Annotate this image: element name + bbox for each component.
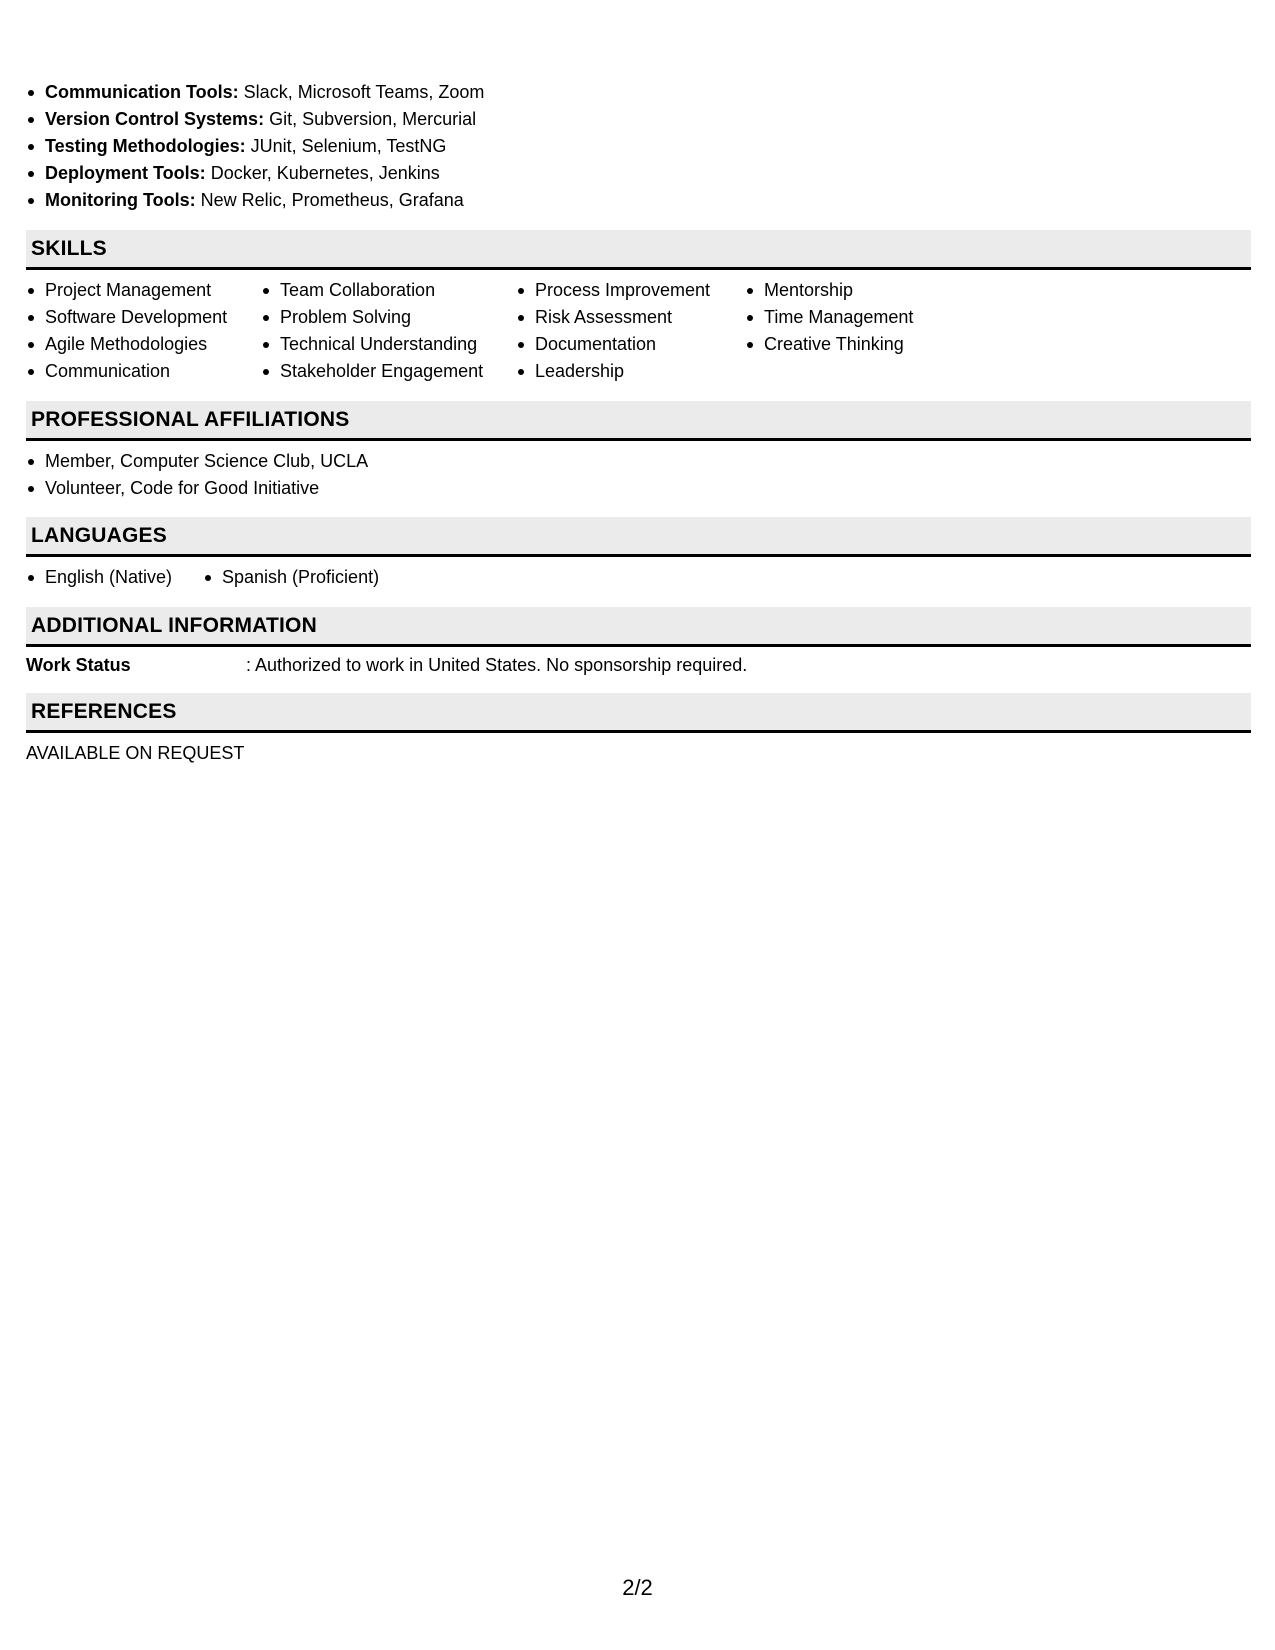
bullet-icon	[263, 342, 269, 348]
skills-column	[516, 277, 710, 385]
skill-label: Problem Solving	[280, 307, 412, 327]
skill-label: Communication	[45, 361, 171, 381]
bullet-icon	[747, 288, 753, 294]
skills-column	[745, 277, 913, 358]
skills-column	[261, 277, 483, 385]
list-item	[261, 304, 483, 331]
tool-values: Git, Subversion, Mercurial	[264, 109, 477, 129]
list-item	[26, 160, 1246, 187]
skill-label: Leadership	[535, 361, 625, 381]
bullet-icon	[263, 288, 269, 294]
list-item	[745, 277, 913, 304]
list-item	[516, 304, 710, 331]
skill-label: Agile Methodologies	[45, 334, 208, 354]
bullet-icon	[28, 486, 34, 492]
list-item	[261, 277, 483, 304]
skills-column	[26, 277, 227, 385]
bullet-icon	[28, 90, 34, 96]
bullet-icon	[28, 342, 34, 348]
bullet-icon	[518, 369, 524, 375]
tool-category: Communication Tools:	[45, 82, 239, 102]
list-item	[26, 277, 227, 304]
list-item	[26, 475, 368, 502]
tool-category: Monitoring Tools:	[45, 190, 196, 210]
bullet-icon	[28, 315, 34, 321]
bullet-icon	[263, 315, 269, 321]
list-item	[516, 277, 710, 304]
list-item	[26, 79, 1246, 106]
bullet-icon	[747, 342, 753, 348]
skill-label: Technical Understanding	[280, 334, 478, 354]
affiliations-list	[26, 448, 368, 502]
list-item	[203, 564, 379, 591]
list-item	[26, 564, 172, 591]
list-item	[516, 358, 710, 385]
bullet-icon	[28, 117, 34, 123]
skill-label: Team Collaboration	[280, 280, 436, 300]
skill-label: Creative Thinking	[764, 334, 904, 354]
section-title: REFERENCES	[31, 700, 177, 723]
list-item	[26, 187, 1246, 214]
skill-label: Mentorship	[764, 280, 854, 300]
bullet-icon	[518, 315, 524, 321]
list-item	[26, 358, 227, 385]
additional-info-section-header	[26, 607, 1251, 647]
tool-values: Docker, Kubernetes, Jenkins	[205, 163, 440, 183]
list-item	[261, 331, 483, 358]
list-item	[516, 331, 710, 358]
skill-label: Time Management	[764, 307, 914, 327]
list-item	[26, 106, 1246, 133]
skill-label: Project Management	[45, 280, 212, 300]
affiliation-label: Member, Computer Science Club, UCLA	[45, 451, 369, 471]
tool-values: JUnit, Selenium, TestNG	[245, 136, 447, 156]
list-item	[261, 358, 483, 385]
bullet-icon	[518, 342, 524, 348]
list-item	[745, 331, 913, 358]
tool-values: New Relic, Prometheus, Grafana	[195, 190, 464, 210]
skill-label: Process Improvement	[535, 280, 711, 300]
language-label: English (Native)	[45, 567, 173, 587]
section-title: ADDITIONAL INFORMATION	[31, 614, 317, 637]
tool-values: Slack, Microsoft Teams, Zoom	[238, 82, 485, 102]
bullet-icon	[28, 171, 34, 177]
bullet-icon	[28, 575, 34, 581]
tools-list	[26, 79, 1246, 214]
skill-label: Risk Assessment	[535, 307, 673, 327]
list-item	[26, 133, 1246, 160]
bullet-icon	[263, 369, 269, 375]
bullet-icon	[747, 315, 753, 321]
bullet-icon	[205, 575, 211, 581]
references-section-header	[26, 693, 1251, 733]
section-title: LANGUAGES	[31, 524, 167, 547]
section-title: SKILLS	[31, 237, 107, 260]
bullet-icon	[28, 369, 34, 375]
bullet-icon	[28, 288, 34, 294]
work-status-label: Work Status	[26, 655, 131, 675]
tool-category: Testing Methodologies:	[45, 136, 246, 156]
section-title: PROFESSIONAL AFFILIATIONS	[31, 408, 350, 431]
bullet-icon	[28, 144, 34, 150]
tool-category: Deployment Tools:	[45, 163, 206, 183]
work-status-value: : Authorized to work in United States. No sponsorship required.	[246, 655, 748, 675]
tool-category: Version Control Systems:	[45, 109, 265, 129]
list-item	[26, 304, 227, 331]
bullet-icon	[28, 198, 34, 204]
languages-section-header	[26, 517, 1251, 557]
list-item	[745, 304, 913, 331]
page-number: 2/2	[622, 1575, 653, 1600]
references-text: AVAILABLE ON REQUEST	[26, 743, 245, 763]
skills-section-header	[26, 230, 1251, 270]
bullet-icon	[518, 288, 524, 294]
affiliation-label: Volunteer, Code for Good Initiative	[45, 478, 320, 498]
language-label: Spanish (Proficient)	[222, 567, 380, 587]
affiliations-section-header	[26, 401, 1251, 441]
list-item	[26, 331, 227, 358]
list-item	[26, 448, 368, 475]
skill-label: Software Development	[45, 307, 228, 327]
bullet-icon	[28, 459, 34, 465]
skill-label: Stakeholder Engagement	[280, 361, 484, 381]
work-status-row	[26, 652, 1246, 679]
skill-label: Documentation	[535, 334, 657, 354]
